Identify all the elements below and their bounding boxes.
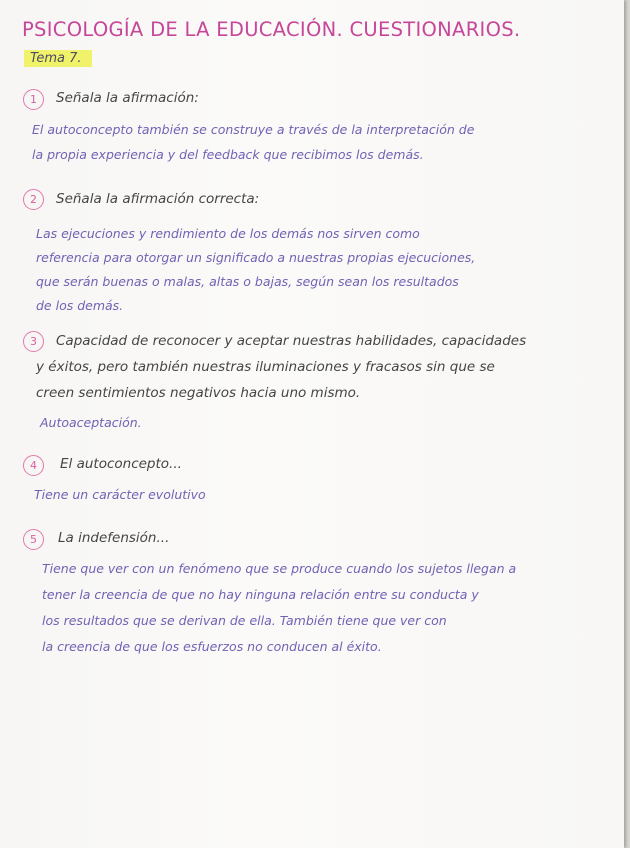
question-4-prompt: El autoconcepto... xyxy=(60,456,182,472)
question-2-answer-line-1: Las ejecuciones y rendimiento de los demás nos sirven como xyxy=(36,226,420,241)
question-number-5: 5 xyxy=(23,529,44,550)
question-5-prompt: La indefensión... xyxy=(58,530,170,546)
question-5-answer-line-1: Tiene que ver con un fenómeno que se produce cuando los sujetos llegan a xyxy=(42,561,517,576)
topic-label: Tema 7. xyxy=(24,50,92,67)
question-3-prompt-line-1: Capacidad de reconocer y aceptar nuestras habilidades, capacidades xyxy=(56,333,527,349)
question-2-prompt: Señala la afirmación correcta: xyxy=(56,191,260,207)
question-4-answer: Tiene un carácter evolutivo xyxy=(34,487,206,502)
question-5-answer-line-3: los resultados que se derivan de ella. También tiene que ver con xyxy=(42,613,447,628)
question-number-2: 2 xyxy=(23,189,44,210)
question-3-answer: Autoaceptación. xyxy=(40,415,142,430)
question-1-answer-line-2: la propia experiencia y del feedback que recibimos los demás. xyxy=(32,147,424,162)
question-1-prompt: Señala la afirmación: xyxy=(56,90,199,106)
question-number-4: 4 xyxy=(23,455,44,476)
page-title: PSICOLOGÍA DE LA EDUCACIÓN. CUESTIONARIOS. xyxy=(22,18,521,41)
question-3-prompt-line-3: creen sentimientos negativos hacia uno mismo. xyxy=(36,385,361,401)
question-3-prompt-line-2: y éxitos, pero también nuestras iluminaciones y fracasos sin que se xyxy=(36,359,495,375)
question-2-answer-line-3: que serán buenas o malas, altas o bajas, según sean los resultados xyxy=(36,274,459,289)
question-2-answer-line-2: referencia para otorgar un significado a nuestras propias ejecuciones, xyxy=(36,250,476,265)
question-number-1: 1 xyxy=(23,89,44,110)
question-5-answer-line-2: tener la creencia de que no hay ninguna relación entre su conducta y xyxy=(42,587,479,602)
question-1-answer-line-1: El autoconcepto también se construye a través de la interpretación de xyxy=(32,122,475,137)
question-5-answer-line-4: la creencia de que los esfuerzos no conducen al éxito. xyxy=(42,639,382,654)
question-2-answer-line-4: de los demás. xyxy=(36,298,124,313)
question-number-3: 3 xyxy=(23,331,44,352)
